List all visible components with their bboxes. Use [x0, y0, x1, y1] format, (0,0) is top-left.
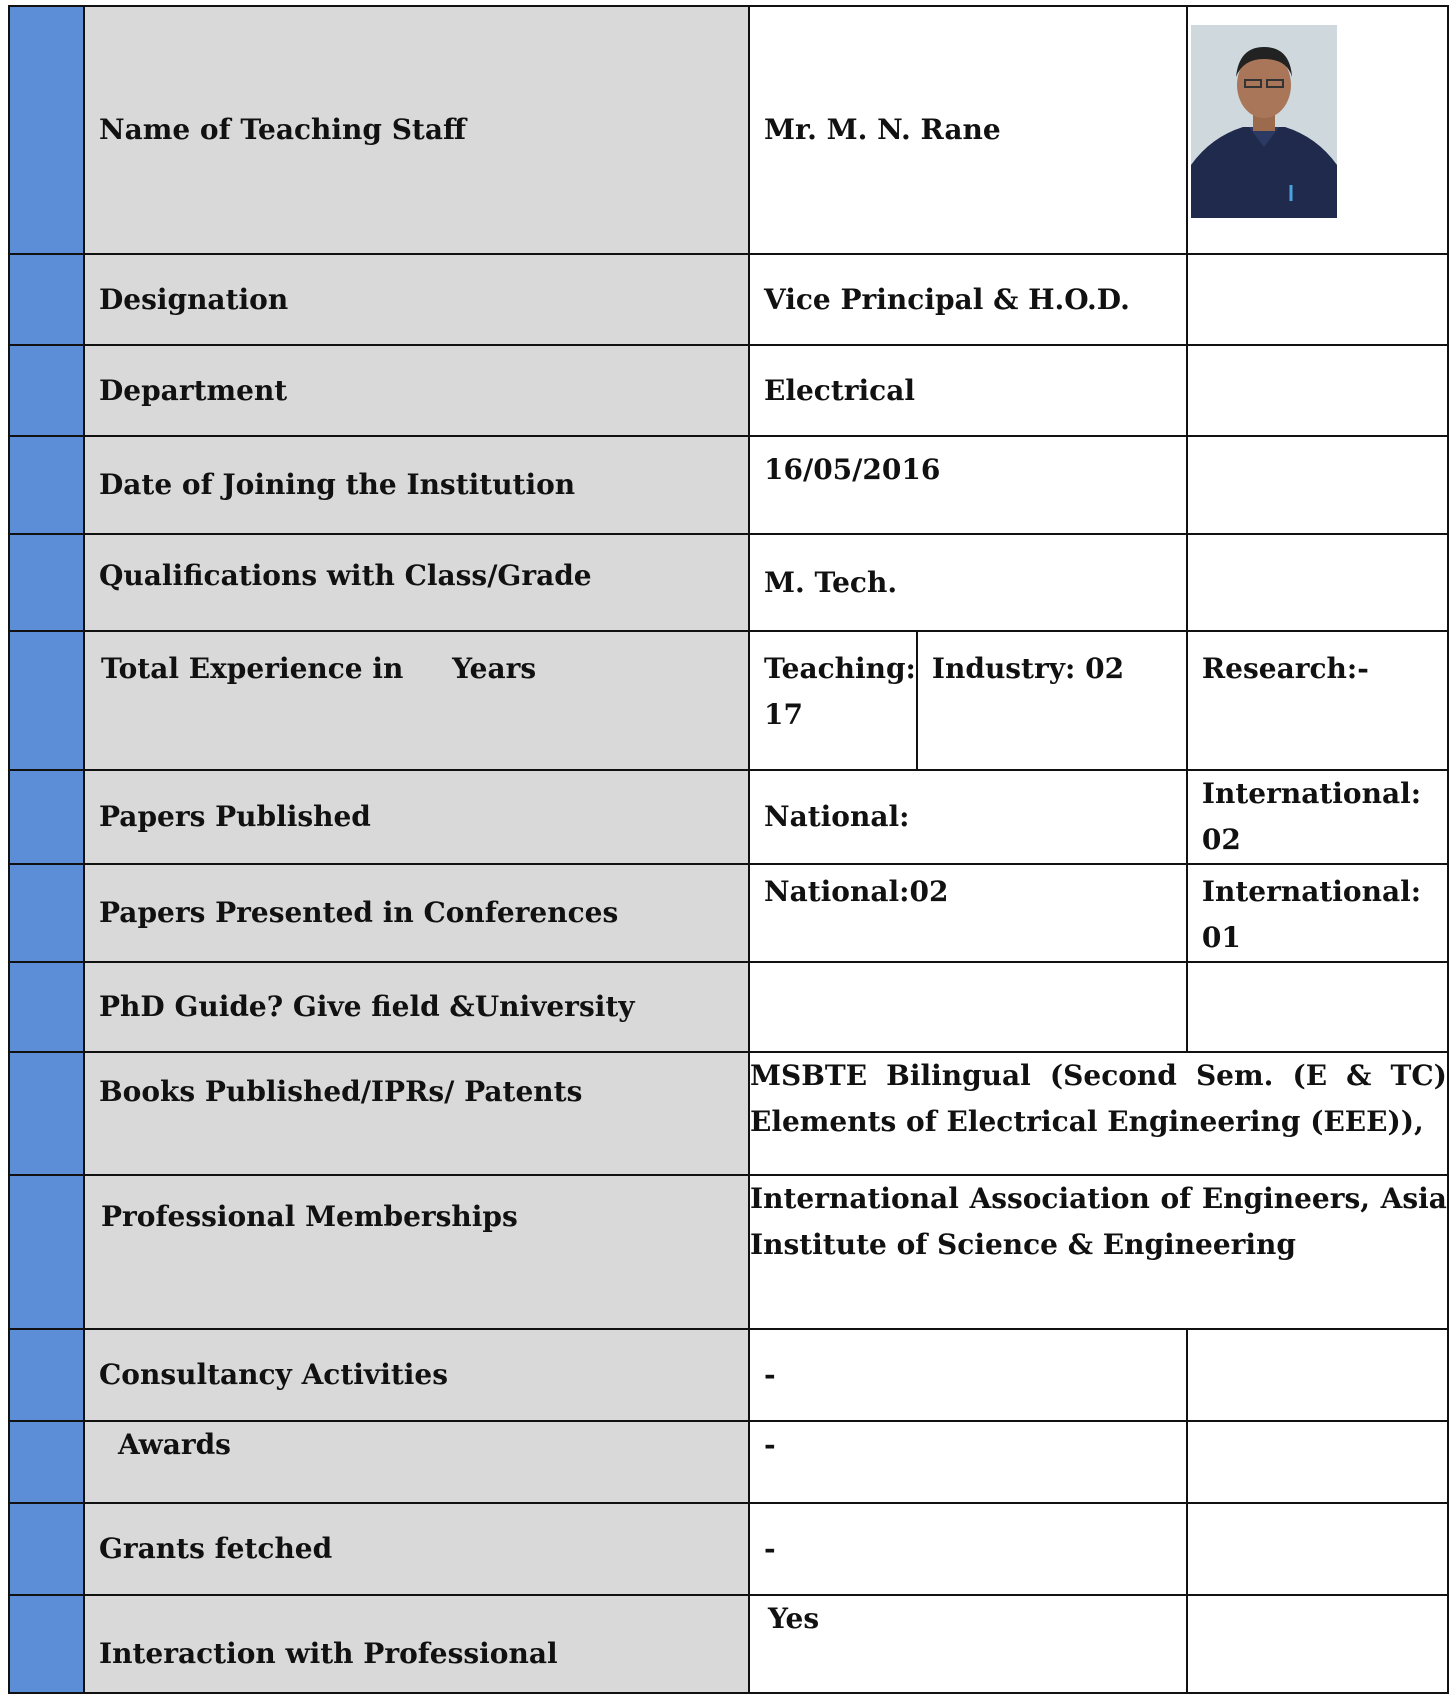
- photo-cell: [1187, 6, 1448, 254]
- empty-cell: [1187, 962, 1448, 1052]
- industry-experience: Industry: 02: [917, 631, 1187, 770]
- empty-cell: [1187, 254, 1448, 345]
- joining-label: Date of Joining the Institution: [84, 436, 749, 534]
- consultancy-label: Consultancy Activities: [84, 1329, 749, 1421]
- qualification-label: Qualifications with Class/Grade: [84, 534, 749, 631]
- name-label: Name of Teaching Staff: [84, 6, 749, 254]
- published-national: National:: [749, 770, 1187, 864]
- qualification-value: M. Tech.: [749, 534, 1187, 631]
- designation-value: Vice Principal & H.O.D.: [749, 254, 1187, 345]
- awards-value: -: [749, 1421, 1187, 1503]
- designation-label: Designation: [84, 254, 749, 345]
- row-marker: [9, 1421, 84, 1503]
- empty-cell: [1187, 1503, 1448, 1595]
- row-marker: [9, 770, 84, 864]
- awards-label: Awards: [84, 1421, 749, 1503]
- row-marker: [9, 1052, 84, 1175]
- memberships-value: International Association of Engineers, Asia Institute of Science & Engineering: [749, 1175, 1448, 1329]
- grants-value: -: [749, 1503, 1187, 1595]
- row-marker: [9, 1503, 84, 1595]
- empty-cell: [1187, 436, 1448, 534]
- row-marker: [9, 1595, 84, 1693]
- department-label: Department: [84, 345, 749, 436]
- empty-cell: [1187, 345, 1448, 436]
- interaction-label: Interaction with Professional: [84, 1595, 749, 1693]
- row-marker: [9, 534, 84, 631]
- empty-cell: [1187, 1421, 1448, 1503]
- joining-value: 16/05/2016: [749, 436, 1187, 534]
- empty-cell: [1187, 534, 1448, 631]
- consultancy-value: -: [749, 1329, 1187, 1421]
- row-marker: [9, 1329, 84, 1421]
- grants-label: Grants fetched: [84, 1503, 749, 1595]
- published-international: International: 02: [1187, 770, 1448, 864]
- research-experience: Research:-: [1187, 631, 1448, 770]
- presented-national: National:02: [749, 864, 1187, 962]
- row-marker: [9, 436, 84, 534]
- presented-international: International: 01: [1187, 864, 1448, 962]
- empty-cell: [1187, 1329, 1448, 1421]
- interaction-value: Yes: [749, 1595, 1187, 1693]
- memberships-label: Professional Memberships: [84, 1175, 749, 1329]
- row-marker: [9, 864, 84, 962]
- books-value: MSBTE Bilingual (Second Sem. (E & TC) Elements of Electrical Engineering (EEE)),: [749, 1052, 1448, 1175]
- row-marker: [9, 6, 84, 254]
- row-marker: [9, 631, 84, 770]
- presented-label: Papers Presented in Conferences: [84, 864, 749, 962]
- staff-profile-table: [8, 5, 1449, 1694]
- staff-photo: [1191, 25, 1337, 218]
- phd-value: [749, 962, 1187, 1052]
- row-marker: [9, 254, 84, 345]
- name-value: Mr. M. N. Rane: [749, 6, 1187, 254]
- empty-cell: [1187, 1595, 1448, 1693]
- row-marker: [9, 345, 84, 436]
- phd-label: PhD Guide? Give field &University: [84, 962, 749, 1052]
- row-marker: [9, 962, 84, 1052]
- teaching-experience: Teaching: 17: [749, 631, 917, 770]
- books-label: Books Published/IPRs/ Patents: [84, 1052, 749, 1175]
- published-label: Papers Published: [84, 770, 749, 864]
- row-marker: [9, 1175, 84, 1329]
- department-value: Electrical: [749, 345, 1187, 436]
- experience-label: Total Experience in Years: [84, 631, 749, 770]
